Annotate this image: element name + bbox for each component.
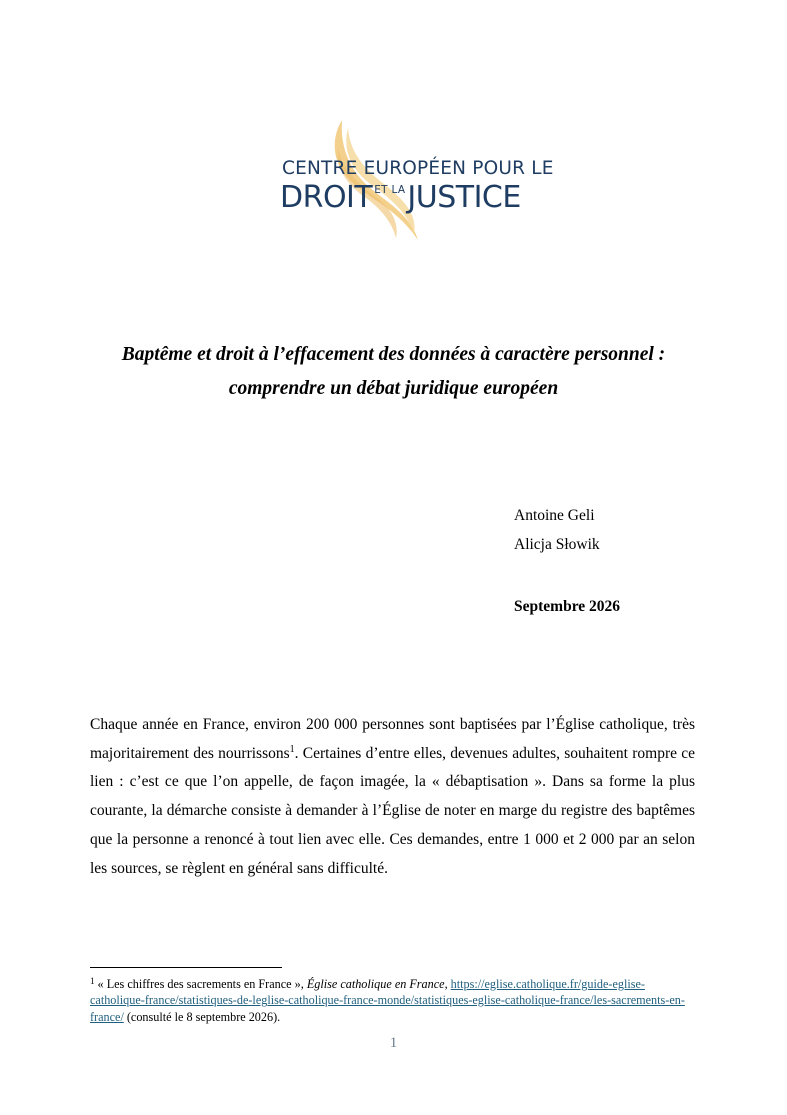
logo-line1: CENTRE EUROPÉEN POUR LE [282, 158, 554, 179]
title-line-2: comprendre un débat juridique européen [228, 378, 559, 399]
footnote-source: Église catholique en France [306, 977, 445, 991]
logo-droit: DROIT [280, 180, 373, 215]
author-1: Antoine Geli [514, 507, 595, 524]
publication-date: Septembre 2026 [514, 598, 621, 615]
cedj-logo [280, 118, 554, 243]
author-2: Alicja Słowik [514, 536, 600, 553]
footnote-reference[interactable]: 1 [289, 743, 295, 755]
logo-justice: JUSTICE [407, 180, 521, 215]
page-number: 1 [389, 1035, 398, 1051]
footnote [90, 976, 698, 1025]
body-part-2: . Certaines d’entre elles, devenues adultes, souhaitent rompre ce lien : c’est ce que l’on appelle, de façon imagée, la « débaptisation ». Dans sa forme la plus courante, la démarche consiste à demander à l’Église de noter en marge du registre des baptêmes que la personne a renoncé à tout lien avec elle. Ces demandes, entre 1 000 et 2 000 par an selon les sources, se règlent en général sans difficulté. [90, 744, 695, 877]
document-title [70, 338, 717, 406]
title-line-1: Baptême et droit à l’effacement des données à caractère personnel : [121, 344, 666, 365]
footnote-text-after: (consulté le 8 septembre 2026). [123, 1009, 281, 1024]
footnote-separator [90, 967, 282, 968]
footnote-number: 1 [90, 976, 95, 986]
logo-et-la: ET LA [374, 184, 406, 196]
footnote-text-before: « Les chiffres des sacrements en France », [94, 977, 307, 991]
body-paragraph [90, 711, 695, 883]
footnote-separator-text: , [444, 977, 451, 991]
footnote-link[interactable]: https://eglise.catholique.fr/guide-eglise-catholique-france/statistiques-de-leglise-catholique-france-monde/statistiques-eglise-catholique-france/les-sacrements-en-france/ [90, 977, 685, 1024]
logo-line2 [280, 180, 521, 215]
authors [514, 501, 600, 559]
body-part-1: Chaque année en France, environ 200 000 personnes sont baptisées par l’Église catholique, très majoritairement des nourrissons [90, 716, 695, 762]
